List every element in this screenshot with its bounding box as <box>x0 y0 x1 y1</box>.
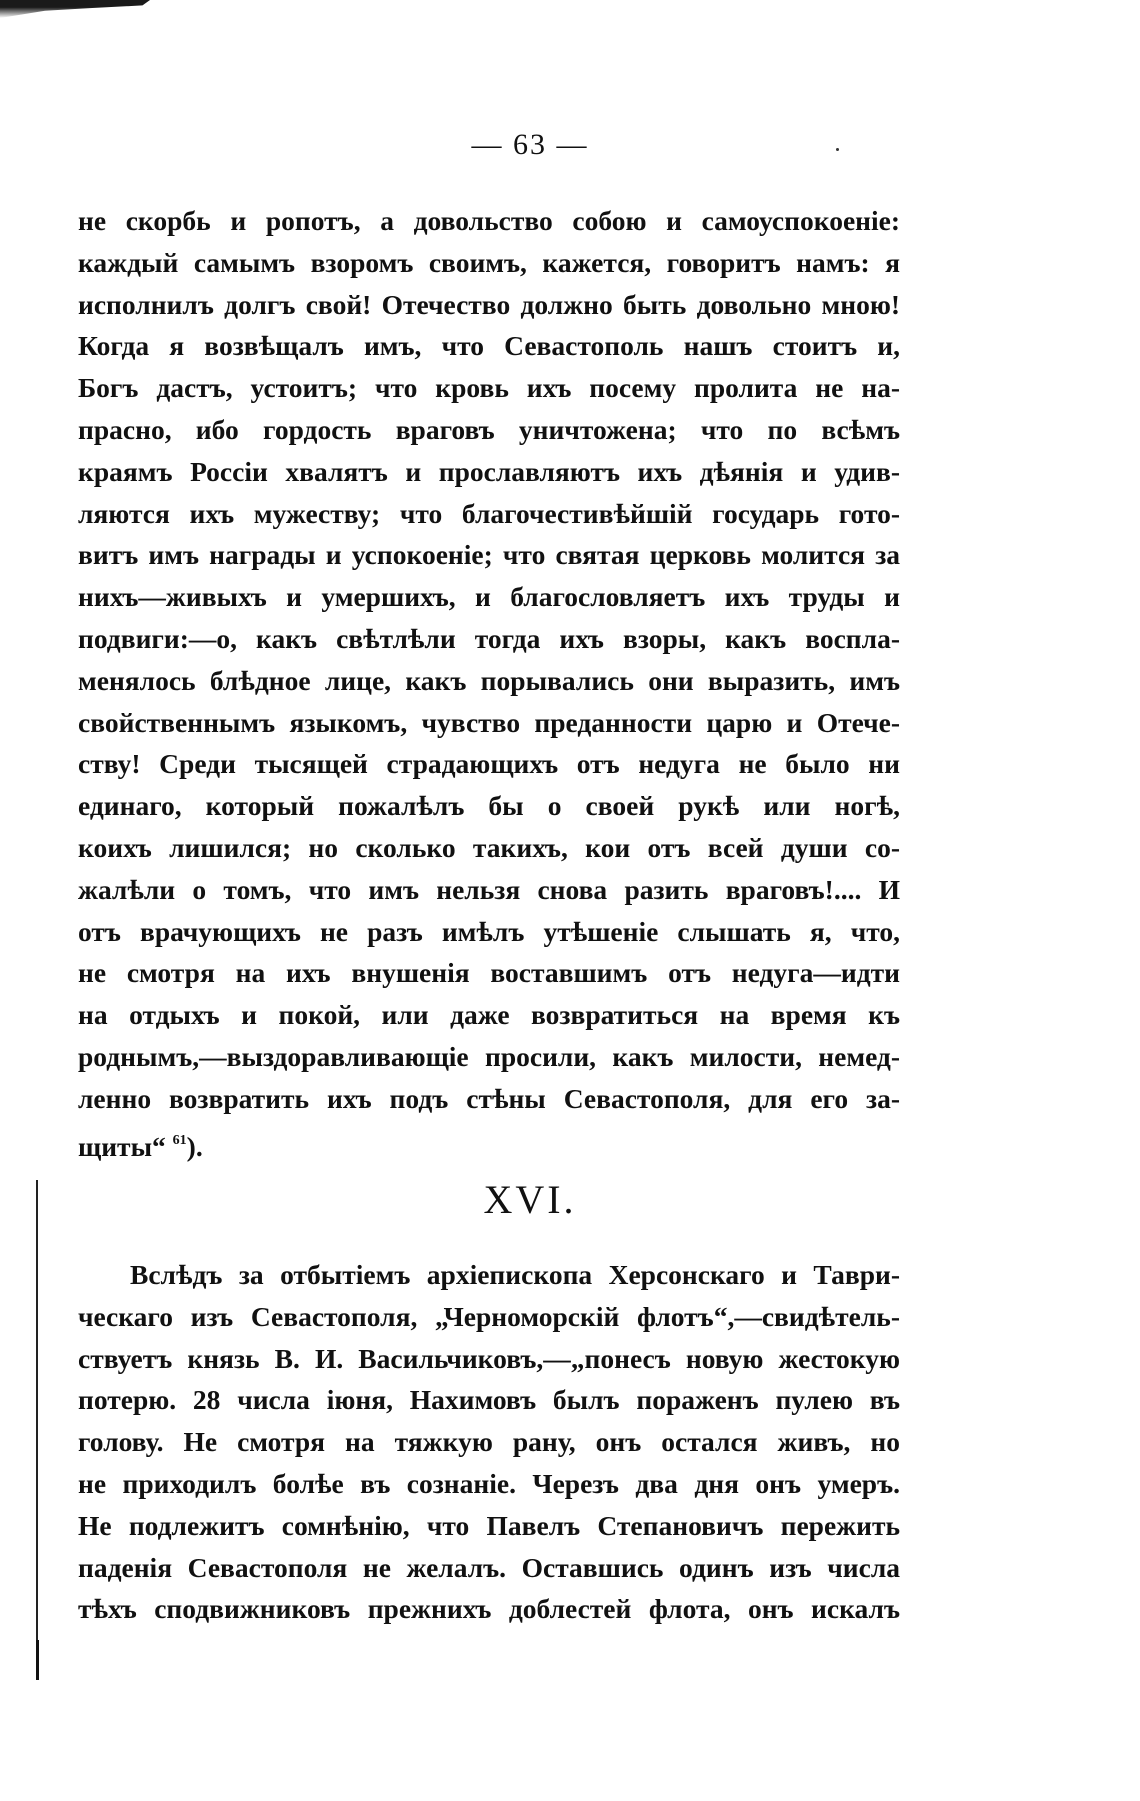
text-line: Богъ дастъ, устоитъ; что кровь ихъ посему пролита не на- <box>78 372 900 404</box>
text-line: не смотря на ихъ внушенія воставшимъ отъ недуга—идти <box>78 957 900 989</box>
text-line: коихъ лишился; но сколько такихъ, кои отъ всей души со- <box>78 831 900 863</box>
text-fragment: ). <box>186 1130 203 1162</box>
page-number: — 63 — <box>471 128 589 161</box>
text-line: ческаго изъ Севастополя, „Черноморскій флотъ“,—свидѣтель- <box>78 1300 900 1332</box>
text-line: не скорбь и ропотъ, а довольство собою и самоуспокоеніе: <box>78 205 900 236</box>
text-line: не приходилъ болѣе въ сознаніе. Черезъ два дня онъ умеръ. <box>78 1467 900 1499</box>
text-line: подвиги:—о, какъ свѣтлѣли тогда ихъ взоры, какъ воспла- <box>78 622 900 654</box>
text-line: ству! Среди тысящей страдающихъ отъ недуга не было ни <box>78 748 900 780</box>
text-line: Не подлежитъ сомнѣнію, что Павелъ Степановичъ пережить <box>78 1509 900 1541</box>
text-line: единаго, который пожалѣлъ бы о своей рукѣ или ногѣ, <box>78 790 900 822</box>
text-line: паденія Севастополя не желалъ. Оставшись одинъ изъ числа <box>78 1551 900 1583</box>
text-line: тѣхъ сподвижниковъ прежнихъ доблестей флота, онъ искалъ <box>78 1593 900 1625</box>
text-line: нихъ—живыхъ и умершихъ, и благословляетъ ихъ труды и <box>78 581 900 613</box>
text-line: голову. Не смотря на тяжкую рану, онъ остался живъ, но <box>78 1426 900 1458</box>
paragraph-section-xvi <box>78 1254 900 1630</box>
text-line: краямъ Россіи хвалятъ и прославляютъ ихъ дѣянія и удив- <box>78 455 900 487</box>
scan-margin-mark <box>36 1640 39 1680</box>
footnote-reference: 61 <box>172 1132 187 1148</box>
scan-edge-artifact <box>0 0 150 18</box>
section-heading: XVI. <box>483 1177 577 1222</box>
text-line: Вслѣдъ за отбытіемъ архіепископа Херсонскаго и Таври- <box>130 1259 900 1290</box>
text-line: свойственнымъ языкомъ, чувство преданности царю и Отече- <box>78 706 900 738</box>
text-line: прасно, ибо гордость враговъ уничтожена; что по всѣмъ <box>78 413 900 445</box>
text-line: жалѣли о томъ, что имъ нельзя снова разить враговъ!.... И <box>78 873 900 905</box>
text-line: ленно возвратить ихъ подъ стѣны Севастополя, для его за- <box>78 1082 900 1114</box>
paragraph-continued <box>78 200 900 1167</box>
text-line: отъ врачующихъ не разъ имѣлъ утѣшеніе слышать я, что, <box>78 915 900 947</box>
text-line-final <box>78 1120 900 1168</box>
text-line: каждый самымъ взоромъ своимъ, кажется, говоритъ намъ: я <box>78 246 900 278</box>
text-line: витъ имъ награды и успокоеніе; что святая церковь молится за <box>78 539 900 571</box>
scan-margin-line <box>36 1180 38 1680</box>
text-line: потерю. 28 числа іюня, Нахимовъ былъ пораженъ пулею въ <box>78 1384 900 1416</box>
text-line: менялось блѣдное лице, какъ порывались они выразить, имъ <box>78 664 900 696</box>
text-line: ляются ихъ мужеству; что благочестивѣйшій государь гото- <box>78 497 900 529</box>
text-line: роднымъ,—выздоравливающіе просили, какъ милости, немед- <box>78 1040 900 1072</box>
text-line: ствуетъ князь В. И. Васильчиковъ,—„понесъ новую жестокую <box>78 1342 900 1374</box>
text-line: на отдыхъ и покой, или даже возвратиться на время къ <box>78 999 900 1031</box>
text-line: исполнилъ долгъ свой! Отечество должно быть довольно мною! <box>78 288 900 320</box>
text-line: Когда я возвѣщалъ имъ, что Севастополь нашъ стоитъ и, <box>78 330 900 362</box>
text-fragment: щиты“ <box>78 1130 166 1162</box>
